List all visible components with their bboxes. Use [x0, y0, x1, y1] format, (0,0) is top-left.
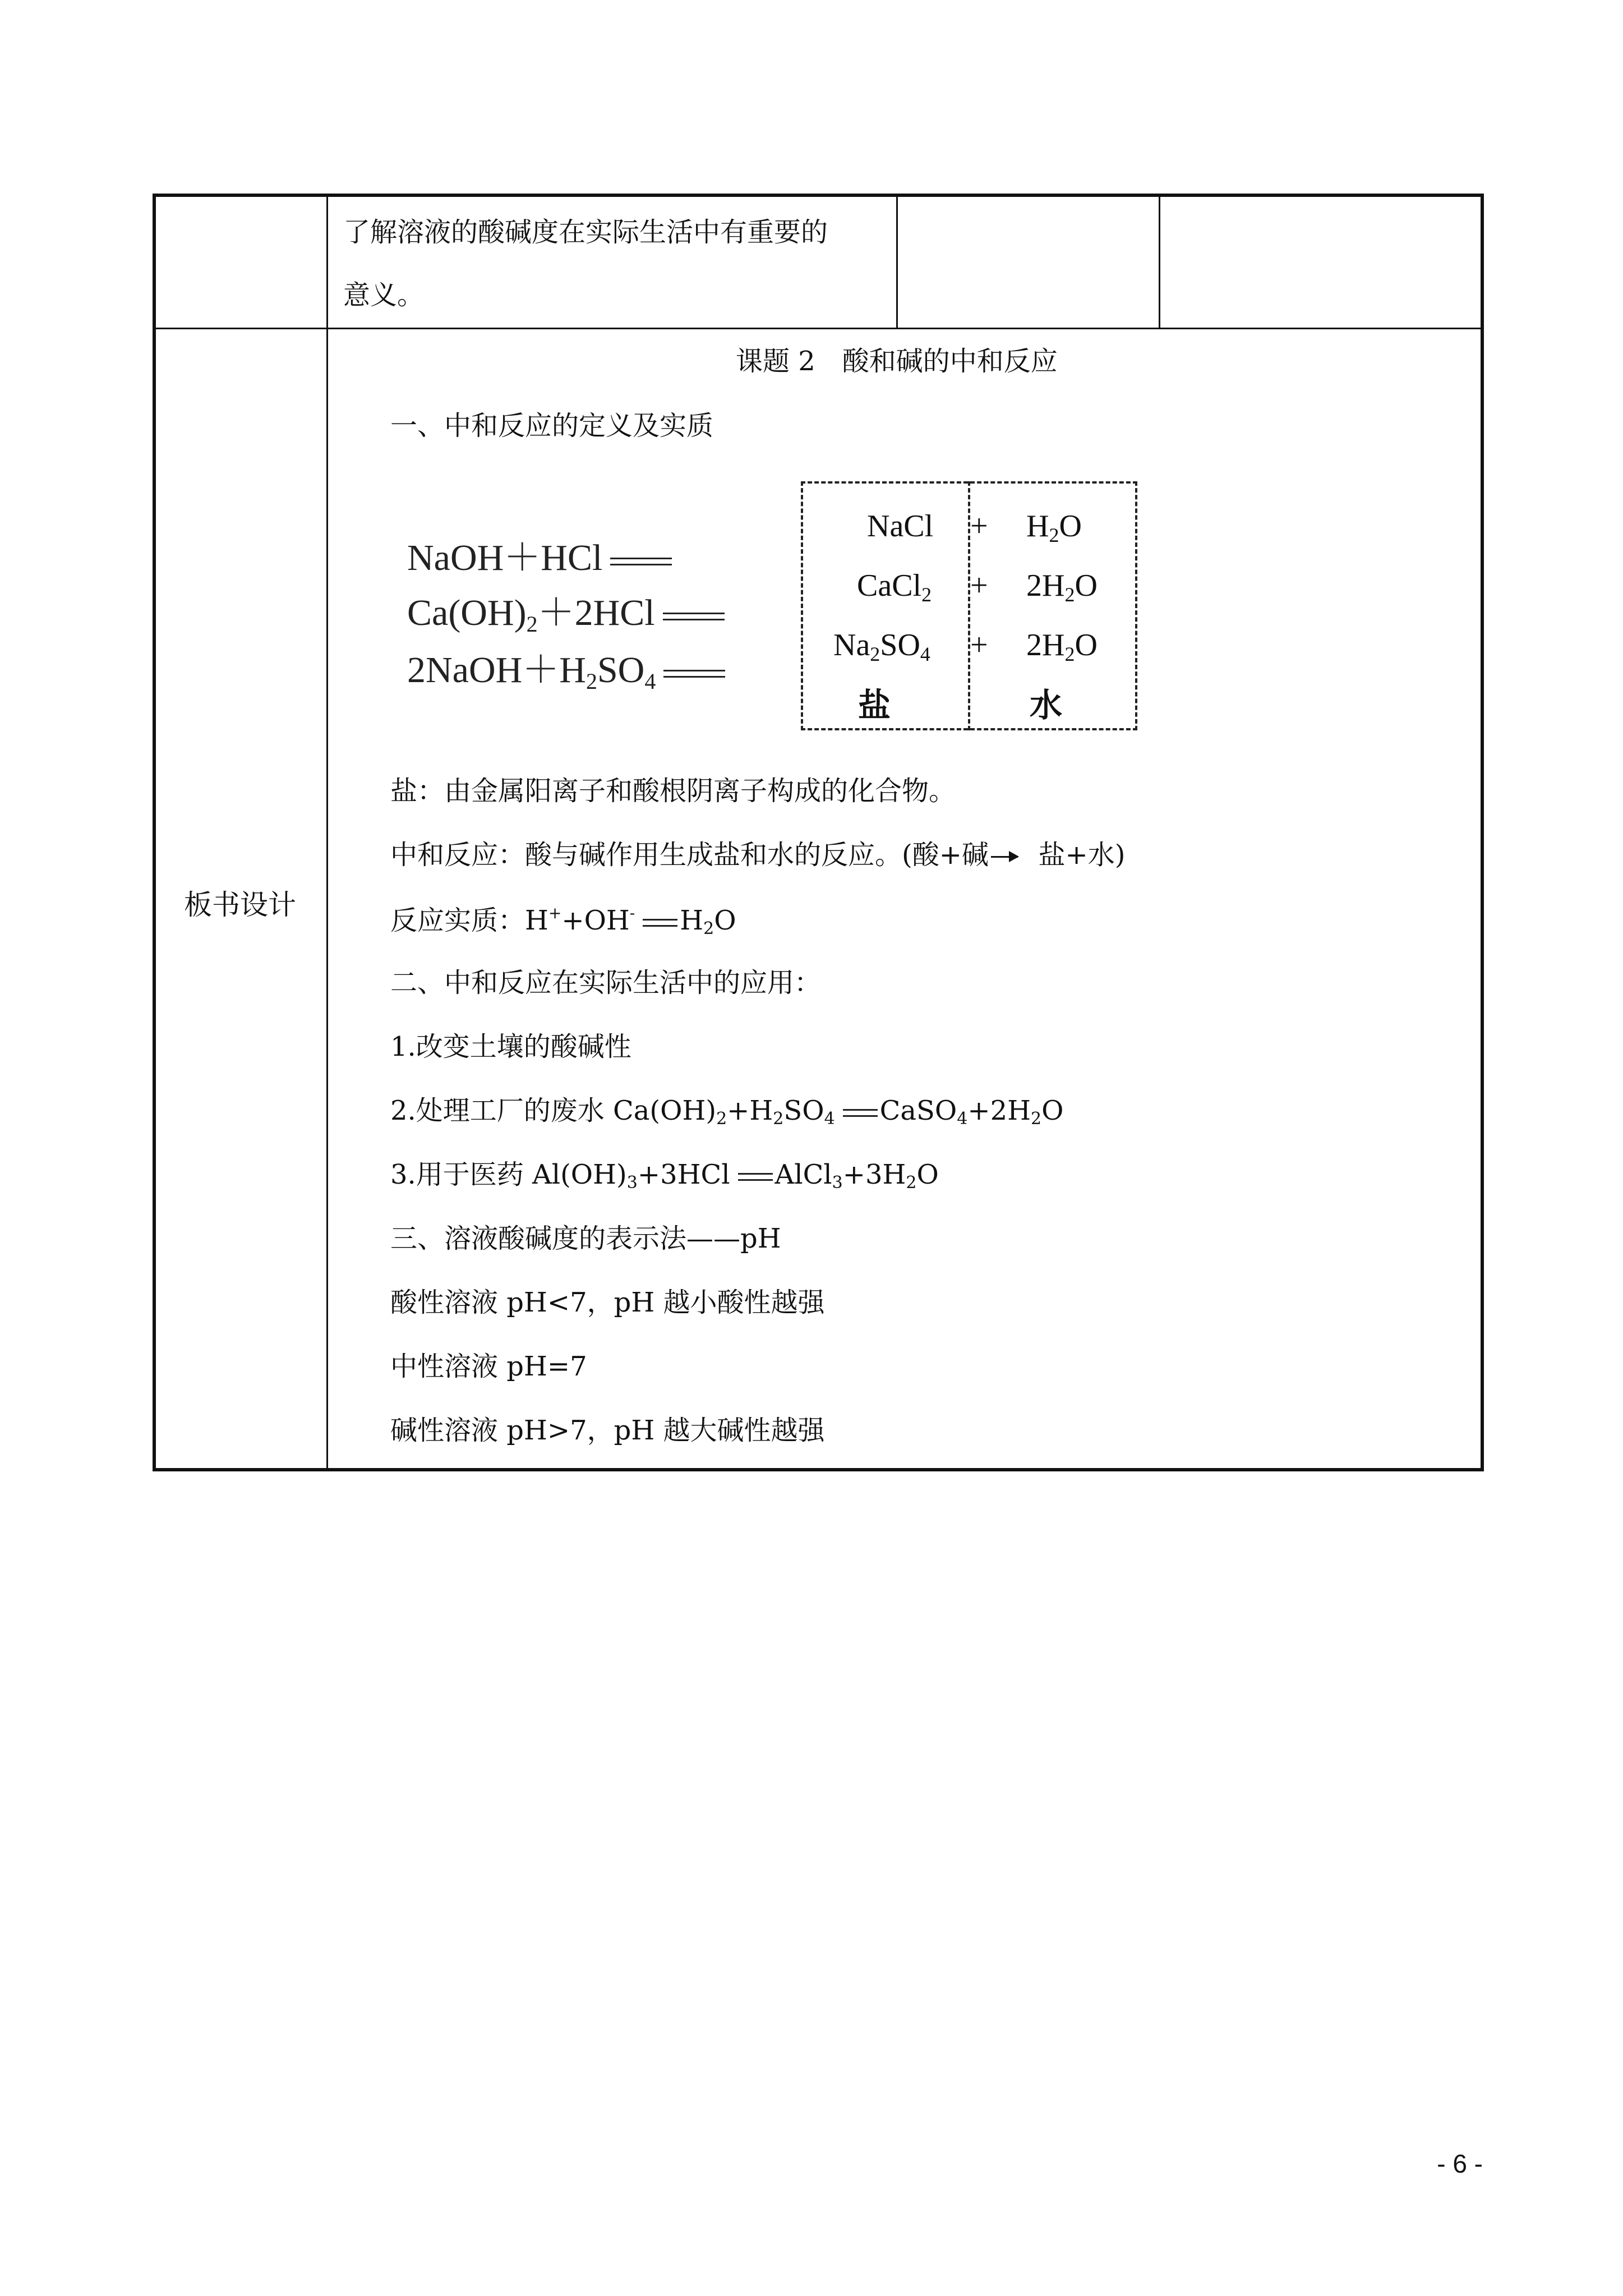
product-2h2o-2: 2H2O — [1026, 628, 1098, 665]
heading-ph: 三、溶液酸碱度的表示法——pH — [390, 1223, 781, 1254]
product-cacl2: CaCl2 — [857, 568, 932, 606]
water-label: 水 — [1030, 686, 1063, 724]
product-nacl: NaCl — [867, 509, 934, 544]
equation-naoh-h2so4: 2NaOH＋H2SO4 — [407, 652, 725, 693]
equals-sign — [663, 670, 725, 678]
table-row-divider — [153, 328, 1484, 329]
objective-line-2: 意义。 — [343, 279, 425, 311]
product-2h2o-1: 2H2O — [1026, 568, 1098, 606]
heading-applications: 二、中和反应在实际生活中的应用： — [390, 967, 822, 999]
table-frame — [153, 194, 1484, 1471]
plus-sign-1: + — [970, 509, 988, 544]
lesson-title: 课题 2 酸和碱的中和反应 — [736, 346, 1058, 377]
equation-naoh-hcl: NaOH＋HCl — [407, 540, 672, 577]
ph-acidic: 酸性溶液 pH<7，pH 越小酸性越强 — [390, 1287, 825, 1318]
objective-line-1: 了解溶液的酸碱度在实际生活中有重要的 — [343, 217, 828, 248]
section-label: 板书设计 — [184, 889, 296, 921]
reaction-essence: 反应实质：H++OH- $H_2O$ — [390, 904, 736, 938]
plus-sign-2: + — [970, 568, 988, 603]
equals-sign — [663, 613, 725, 620]
table-col-divider-2 — [896, 194, 898, 328]
equals-sign — [610, 558, 672, 565]
table-col-divider-3 — [1159, 194, 1160, 328]
heading-definition: 一、中和反应的定义及实质 — [390, 410, 714, 441]
equals-sign — [643, 919, 677, 927]
application-medicine: 3.用于医药 $Al(OH)_3+3HCl$ $AlCl_3+3H_2O$ — [390, 1159, 939, 1193]
ph-basic: 碱性溶液 pH>7，pH 越大碱性越强 — [390, 1415, 825, 1446]
equals-sign — [738, 1173, 773, 1181]
neutralization-definition: 中和反应：酸与碱作用生成盐和水的反应。(酸+碱 盐+水) — [390, 839, 1126, 871]
application-wastewater: 2.处理工厂的废水 $Ca(OH)_2+H_2SO_4$ $CaSO_4+2H_2O$ — [390, 1095, 1064, 1129]
ph-neutral: 中性溶液 pH=7 — [390, 1351, 587, 1382]
page-number: - 6 - — [1437, 2149, 1483, 2178]
equation-caoh2-hcl: Ca(OH)2＋2HCl — [407, 595, 725, 636]
product-na2so4: Na2SO4 — [833, 628, 930, 665]
application-soil: 1.改变土壤的酸碱性 — [390, 1031, 631, 1062]
product-h2o: H2O — [1026, 509, 1082, 546]
table-col-divider-1 — [326, 194, 328, 1471]
equals-sign — [843, 1109, 878, 1117]
arrow-icon — [991, 856, 1018, 858]
plus-sign-3: + — [970, 628, 988, 662]
salt-definition: 盐：由金属阳离子和酸根阴离子构成的化合物。 — [390, 775, 956, 807]
salt-label: 盐 — [858, 686, 891, 724]
